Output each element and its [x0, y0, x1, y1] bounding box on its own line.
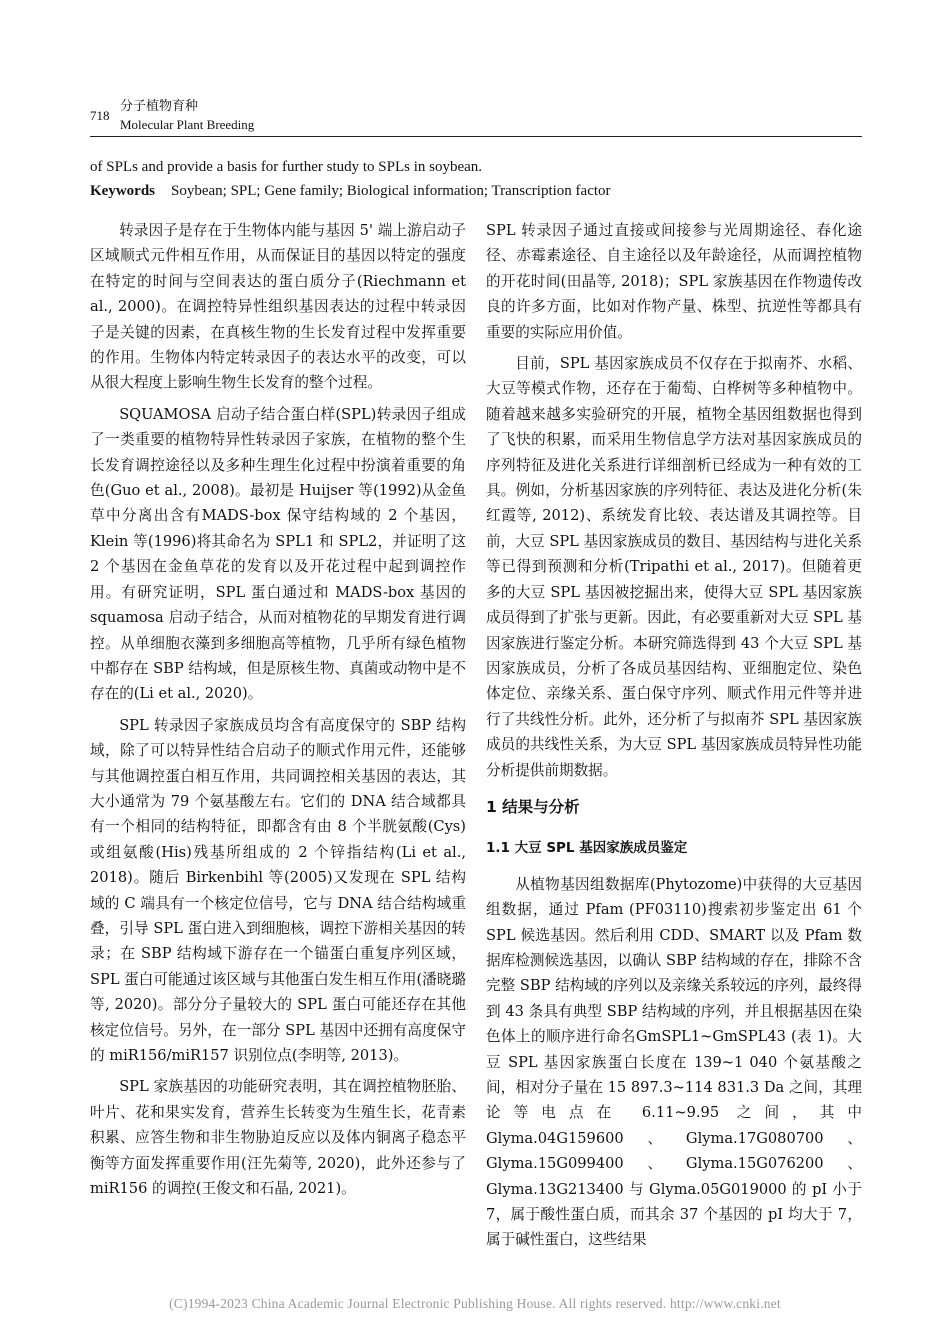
section-title: 1 结果与分析 [486, 797, 580, 816]
paragraph: 从植物基因组数据库(Phytozome)中获得的大豆基因组数据，通过 Pfam (PF03110)搜索初步鉴定出 61 个 SPL 候选基因。然后利用 CDD、SMART 以及 Pfam 数据库检测候选基因，以确认 SBP 结构域的存在，排除不含完整 SBP 结构域的序列以及亲缘关系较远的序列，最终得到 43 条具有典型 SBP 结构域的序列，并且根据基因在染色体上的顺序进行命名GmSPL1~GmSPL43 (表 1)。大豆 SPL 基因家族蛋白长度在 139~1 040 个氨基酸之间，相对分子量在 15 897.3~114 831.3 Da 之间，其理论等电点在 6.11~9.95 之间，其中 Glyma.04G159600、Glyma.17G080700、Glyma.15G099400、Glyma.15G076200、Glyma.13G213400 与 Glyma.05G019000 的 pI 小于 7，属于酸性蛋白质，而其余 37 个基因的 pI 均大于 7，属于碱性蛋白，这些结果 [486, 875, 862, 1249]
page-number: 718 [90, 108, 110, 123]
left-column [90, 218, 466, 1207]
keywords [90, 180, 870, 202]
paragraph: 目前，SPL 基因家族成员不仅存在于拟南芥、水稻、大豆等模式作物，还存在于葡萄、白桦树等多种植物中。随着越来越多实验研究的开展，植物全基因组数据也得到了飞快的积累，而采用生物信息学方法对基因家族成员的序列特征及进化关系进行详细剖析已经成为一种有效的工具。例如，分析基因家族的序列特征、表达及进化分析(朱红霞等, 2012)、系统发育比较、表达谱及其调控等。目前，大豆 SPL 基因家族成员的数目、基因结构与进化关系等已得到预测和分析(Tripathi et al., 2017)。但随着更多的大豆 SPL 基因被挖掘出来，使得大豆 SPL 基因家族成员得到了扩张与更新。因此，有必要重新对大豆 SPL 基因家族进行鉴定分析。本研究筛选得到 43 个大豆 SPL 基因家族成员，分析了各成员基因结构、亚细胞定位、染色体定位、亲缘关系、蛋白保守序列、顺式作用元件等并进行了共线性分析。此外，还分析了与拟南芥 SPL 基因家族成员的共线性关系，为大豆 SPL 基因家族成员特异性功能分析提供前期数据。 [486, 355, 862, 779]
abstract-tail: of SPLs and provide a basis for further study to SPLs in soybean. [90, 159, 483, 175]
paragraph: SPL 转录因子家族成员均含有高度保守的 SBP 结构域，除了可以特异性结合启动子的顺式作用元件，还能够与其他调控蛋白相互作用，共同调控相关基因的表达，其大小通常为 79 个氨基酸左右。它们的 DNA 结合域都具有一个相同的结构特征，即都含有由 8 个半胱氨酸(Cys)或组氨酸(His)残基所组成的 2 个锌指结构(Li et al., 2018)。随后 Birkenbihl 等(2005)又发现在 SPL 结构域的 C 端具有一个核定位信号，它与 DNA 结合结构域重叠，引导 SPL 蛋白进入到细胞核，调控下游相关基因的转录；在 SBP 结构域下游存在一个锚蛋白重复序列区域，SPL 蛋白可能通过该区域与其他蛋白发生相互作用(潘晓璐等, 2020)。部分分子量较大的 SPL 蛋白可能还存在其他核定位信号。另外，在一部分 SPL 基因中还拥有高度保守的 miR156/miR157 识别位点(李明等, 2013)。 [90, 716, 466, 1064]
keywords-text: Soybean; SPL; Gene family; Biological information; Transcription factor [171, 183, 611, 199]
paragraph: SQUAMOSA 启动子结合蛋白样(SPL)转录因子组成了一类重要的植物特异性转录因子家族，在植物的整个生长发育调控途径以及多种生理生化过程中扮演着重要的角色(Guo et al., 2008)。最初是 Huijser 等(1992)从金鱼草中分离出含有MADS-box 保守结构域的 2 个基因，Klein 等(1996)将其命名为 SPL1 和 SPL2，并证明了这 2 个基因在金鱼草花的发育以及开花过程中起到调控作用。有研究证明，SPL 蛋白通过和 MADS-box 基因的 squamosa 启动子结合，从而对植物花的早期发育进行调控。从单细胞衣藻到多细胞高等植物，几乎所有绿色植物中都存在 SBP 结构域，但是原核生物、真菌或动物中是不存在的(Li et al., 2020)。 [90, 405, 466, 703]
copyright-footer: (C)1994-2023 China Academic Journal Electronic Publishing House. All rights reserved. http://www.cnki.net [169, 1296, 781, 1311]
paragraph: SPL 转录因子通过直接或间接参与光周期途径、春化途径、赤霉素途径、自主途径以及年龄途径，从而调控植物的开花时间(田晶等, 2018)；SPL 家族基因在作物遗传改良的许多方面，比如对作物产量、株型、抗逆性等都具有重要的实际应用价值。 [486, 222, 862, 341]
paragraph: SPL 家族基因的功能研究表明，其在调控植物胚胎、叶片、花和果实发育，营养生长转变为生殖生长，花青素积累、应答生物和非生物胁迫反应以及体内铜离子稳态平衡等方面发挥重要作用(汪先菊等, 2020)，此外还参与了 miR156 的调控(王俊文和石晶, 2021)。 [90, 1078, 466, 1198]
right-column [486, 218, 862, 1259]
journal-title-en: Molecular Plant Breeding [120, 117, 255, 132]
keywords-label: Keywords [90, 183, 155, 199]
paragraph: 转录因子是存在于生物体内能与基因 5' 端上游启动子区域顺式元件相互作用，从而保证目的基因以特定的强度在特定的时间与空间表达的蛋白质分子(Riechmann et al., 2000)。在调控特异性组织基因表达的过程中转录因子是关键的因素，在真核生物的生长发育过程中发挥重要的作用。生物体内特定转录因子的表达水平的改变，可以从很大程度上影响生物生长发育的整个过程。 [90, 222, 466, 392]
header-rule [90, 136, 862, 137]
journal-title-cn: 分子植物育种 [120, 98, 199, 113]
subsection-title: 1.1 大豆 SPL 基因家族成员鉴定 [486, 840, 688, 857]
journal-title [120, 96, 254, 134]
